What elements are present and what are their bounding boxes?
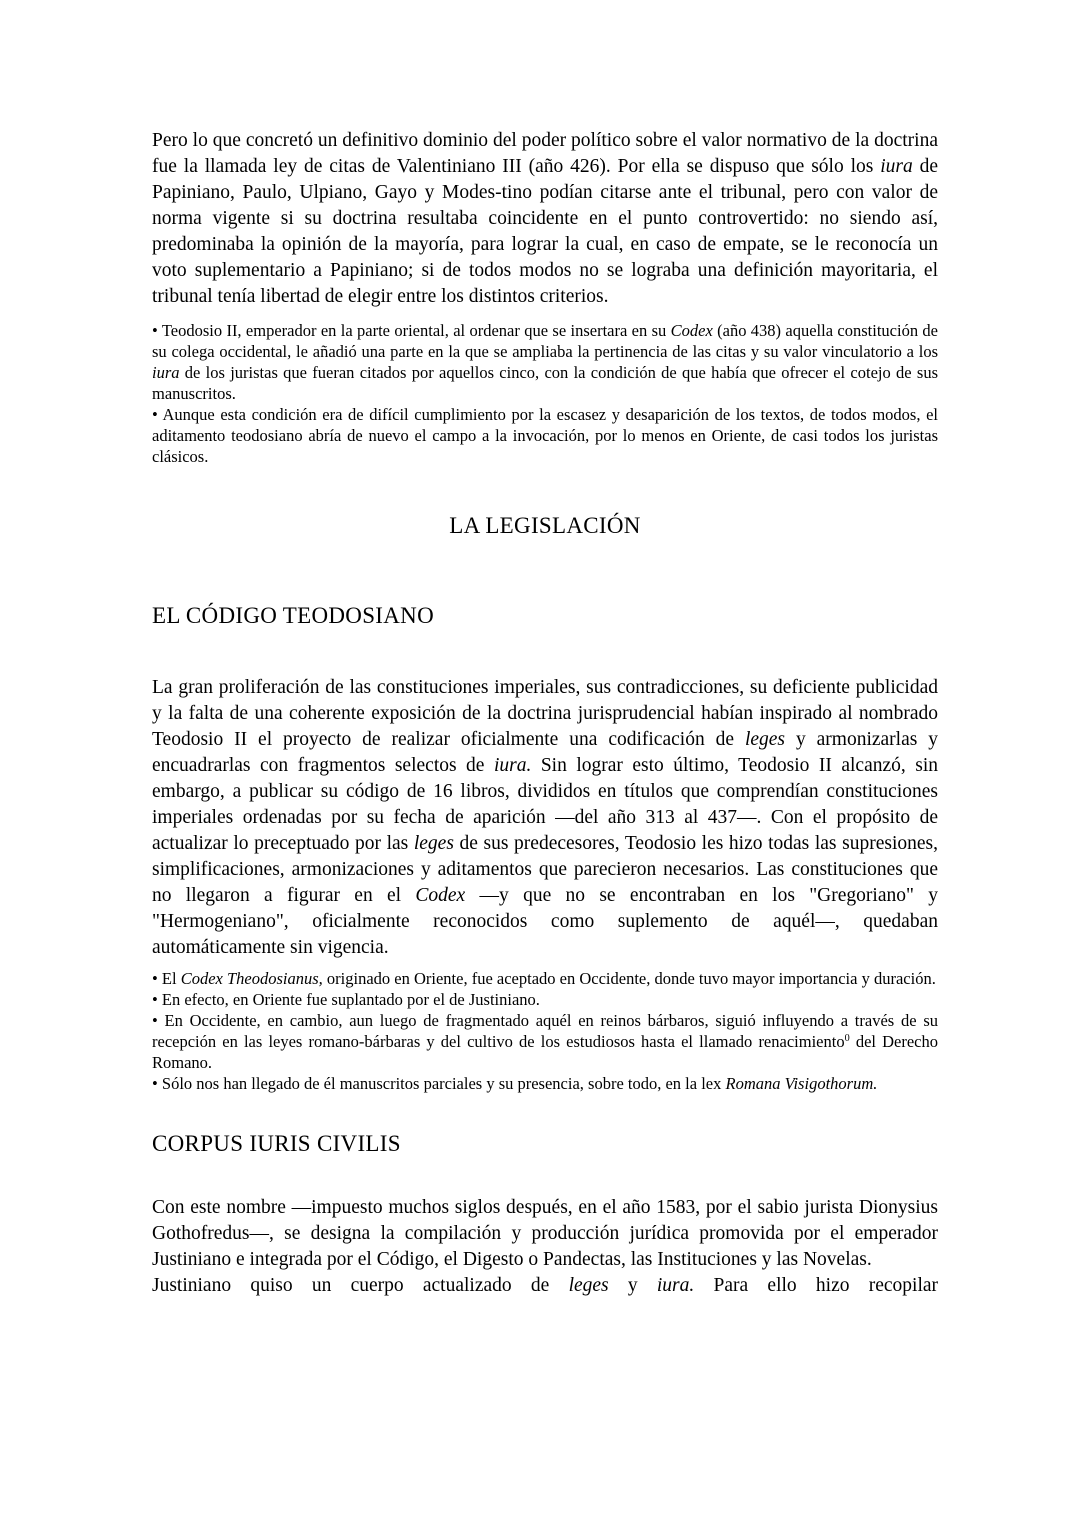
body-paragraph: Justiniano quiso un cuerpo actualizado de leges y iura. Para ello hizo recopilar <box>152 1275 939 1296</box>
intro-paragraph: Pero lo que concretó un definitivo dominio del poder político sobre el valor normativo de la doctrina fue la llamada ley de citas de Valentiniano III (año 426). Por ella se dispuso que sólo los iura de Papiniano, Paulo, Ulpiano, Gayo y Modes-tino podían citarse ante el tribunal, pero con valor de norma vigente si su doctrina resultaba coincidente en el punto controvertido: no siendo así, predominaba la opinión de la mayoría, para lograr la cual, en caso de empate, se le reconocía un voto suplementario a Papiniano; si de todos modos no se lograba una definición mayoritaria, el tribunal tenía libertad de elegir entre los distintos criterios. <box>152 130 939 307</box>
note-item: • Sólo nos han llegado de él manuscritos parciales y su presencia, sobre todo, en la lex Romana Visigothorum. <box>152 1074 878 1093</box>
body-paragraph: Con este nombre —impuesto muchos siglos después, en el año 1583, por el sabio jurista Dionysius Gothofredus—, se designa la compilación y producción jurídica promovida por el emperador Justiniano e integrada por el Código, el Digesto o Pandectas, las Instituciones y las Novelas. <box>152 1197 938 1270</box>
note-item: • Teodosio II, emperador en la parte oriental, al ordenar que se insertara en su Codex (año 438) aquella constitución de su colega occidental, le añadió una parte en la que se ampliaba la pertinencia de las citas y su valor vinculatorio a los iura de los juristas que fueran citados por aquellos cinco, con la condición de que había que ofrecer el cotejo de sus manuscritos. <box>152 321 938 403</box>
chapter-title: LA LEGISLACIÓN <box>449 513 641 538</box>
note-item: • Aunque esta condición era de difícil cumplimiento por la escasez y desaparición de los textos, de todos modos, el aditamento teodosiano abría de nuevo el campo a la invocación, por lo menos en Oriente, de casi todos los juristas clásicos. <box>152 405 938 466</box>
section-heading-codigo-teodosiano: EL CÓDIGO TEODOSIANO <box>152 603 434 628</box>
note-item: • El Codex Theodosianus, originado en Oriente, fue aceptado en Occidente, donde tuvo mayor importancia y duración. <box>152 969 936 988</box>
intro-notes <box>152 320 938 467</box>
note-item: • En efecto, en Oriente fue suplantado por el de Justiniano. <box>152 990 540 1009</box>
note-item: • En Occidente, en cambio, aun luego de fragmentado aquél en reinos bárbaros, siguió influyendo a través de su recepción en las leyes romano-bárbaras y del cultivo de los estudiosos hasta el llamado renacimiento$^0$ del Derecho Romano. <box>152 1011 939 1072</box>
body-paragraph: La gran proliferación de las constituciones imperiales, sus contradicciones, su deficiente publicidad y la falta de una coherente exposición de la doctrina jurisprudencial habían inspirado al nombrado Teodosio II el proyecto de realizar oficialmente una codificación de leges y armonizarlas y encuadrarlas con fragmentos selectos de iura. Sin lograr esto último, Teodosio II alcanzó, sin embargo, a publicar su código de 16 libros, divididos en títulos que comprendían constituciones imperiales ordenadas por su fecha de aparición —del año 313 al 437—. Con el propósito de actualizar lo preceptuado por las leges de sus predecesores, Teodosio les hizo todas las supresiones, simplificaciones, armonizaciones y aditamentos que parecieron necesarios. Las constituciones que no llegaron a figurar en el Codex —y que no se encontraban en los "Gregoriano" y "Hermogeniano", oficialmente reconocidos como suplemento de aquél—, quedaban automáticamente sin vigencia. <box>152 677 939 958</box>
section-notes <box>152 968 938 1094</box>
section-heading-corpus-iuris-civilis: CORPUS IURIS CIVILIS <box>152 1131 401 1156</box>
